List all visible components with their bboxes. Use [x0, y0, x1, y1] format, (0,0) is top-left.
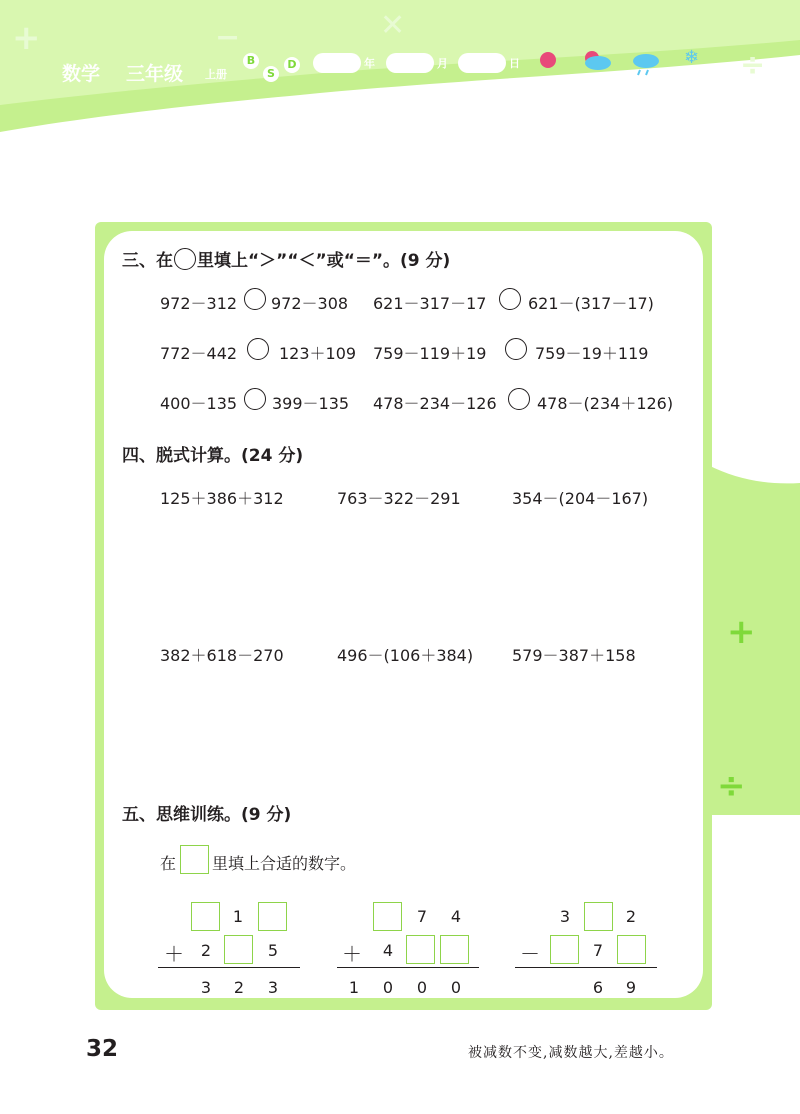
compare-circle-input[interactable] [499, 288, 521, 310]
publisher-letter-s: S [263, 66, 279, 82]
section4-title: 四、脱式计算。(24 分) [122, 446, 304, 466]
divide-icon: ÷ [717, 766, 746, 806]
digit: 3 [559, 907, 571, 926]
compare-left: 972－312 [160, 294, 238, 313]
publisher-letter-b: B [243, 53, 259, 69]
digit-box-input[interactable] [191, 902, 220, 931]
digit-box-input[interactable] [550, 935, 579, 964]
compare-right: 123＋109 [279, 344, 357, 363]
instruction-end: 里填上合适的数字。 [212, 854, 357, 873]
weather-icons [536, 48, 686, 78]
digit-box-input[interactable] [258, 902, 287, 931]
header-grade: 三年级 [126, 63, 184, 85]
compare-left: 772－442 [160, 344, 238, 363]
plus-sign: ＋ [342, 942, 362, 966]
instruction-start: 在 [160, 854, 177, 873]
calc-expression: 125＋386＋312 [160, 489, 284, 508]
rain-cloud-icon [633, 54, 659, 75]
minus-sign: － [520, 942, 540, 966]
digit-box-input[interactable] [584, 902, 613, 931]
calc-answer-area[interactable] [150, 670, 690, 790]
compare-circle-input[interactable] [247, 338, 269, 360]
section3-title-start: 三、在 [122, 251, 173, 271]
compare-right: 759－19＋119 [535, 344, 649, 363]
year-blank[interactable] [313, 53, 361, 73]
calc-expression: 496－(106＋384) [337, 646, 474, 665]
digit: 3 [200, 978, 212, 997]
year-label: 年 [364, 57, 375, 70]
circle-symbol [174, 248, 196, 270]
digit-box-input[interactable] [406, 935, 435, 964]
sum-line [337, 967, 479, 968]
minus-icon: − [215, 20, 241, 55]
digit-box-input[interactable] [617, 935, 646, 964]
digit: 4 [382, 941, 394, 960]
compare-left: 478－234－126 [373, 394, 497, 413]
digit: 1 [348, 978, 360, 997]
day-label: 日 [509, 57, 520, 70]
compare-left: 759－119＋19 [373, 344, 487, 363]
plus-icon: + [12, 18, 41, 58]
digit: 9 [625, 978, 637, 997]
publisher-letter-d: D [284, 57, 300, 73]
compare-circle-input[interactable] [244, 388, 266, 410]
digit-box-input[interactable] [224, 935, 253, 964]
digit: 0 [416, 978, 428, 997]
digit: 2 [200, 941, 212, 960]
digit: 6 [592, 978, 604, 997]
calc-expression: 579－387＋158 [512, 646, 636, 665]
digit-box-input[interactable] [440, 935, 469, 964]
compare-left: 400－135 [160, 394, 238, 413]
plus-sign: ＋ [164, 942, 184, 966]
section3-title-end: 里填上“＞”“＜”或“＝”。(9 分) [197, 251, 451, 271]
compare-circle-input[interactable] [244, 288, 266, 310]
times-icon: ✕ [380, 8, 406, 43]
calc-expression: 354－(204－167) [512, 489, 649, 508]
calc-expression: 382＋618－270 [160, 646, 284, 665]
cloud-icon [585, 51, 611, 70]
digit: 0 [382, 978, 394, 997]
digit: 1 [232, 907, 244, 926]
compare-right: 972－308 [271, 294, 349, 313]
sun-icon [540, 52, 556, 68]
digit: 7 [416, 907, 428, 926]
plus-icon: + [727, 612, 756, 652]
snowflake-icon: ❄ [684, 47, 700, 68]
header-volume: 上册 [205, 68, 227, 81]
divide-icon: ÷ [740, 48, 766, 83]
sum-line [158, 967, 300, 968]
page-number: 32 [86, 1036, 119, 1062]
compare-right: 478－(234＋126) [537, 394, 674, 413]
month-label: 月 [437, 57, 448, 70]
compare-circle-input[interactable] [505, 338, 527, 360]
digit: 3 [267, 978, 279, 997]
section5-title: 五、思维训练。(9 分) [122, 805, 292, 825]
calc-answer-area[interactable] [150, 512, 690, 632]
digit-box-input[interactable] [373, 902, 402, 931]
calc-expression: 763－322－291 [337, 489, 461, 508]
compare-circle-input[interactable] [508, 388, 530, 410]
digit: 2 [625, 907, 637, 926]
month-blank[interactable] [386, 53, 434, 73]
box-symbol [180, 845, 209, 874]
header-subject: 数学 [62, 63, 101, 85]
digit: 0 [450, 978, 462, 997]
compare-right: 621－(317－17) [528, 294, 654, 313]
compare-left: 621－317－17 [373, 294, 487, 313]
day-blank[interactable] [458, 53, 506, 73]
digit: 4 [450, 907, 462, 926]
footer-tip: 被减数不变,减数越大,差越小。 [468, 1045, 674, 1061]
section3-title [122, 246, 450, 271]
digit: 7 [592, 941, 604, 960]
digit: 2 [233, 978, 245, 997]
digit: 5 [267, 941, 279, 960]
compare-right: 399－135 [272, 394, 350, 413]
difference-line [515, 967, 657, 968]
